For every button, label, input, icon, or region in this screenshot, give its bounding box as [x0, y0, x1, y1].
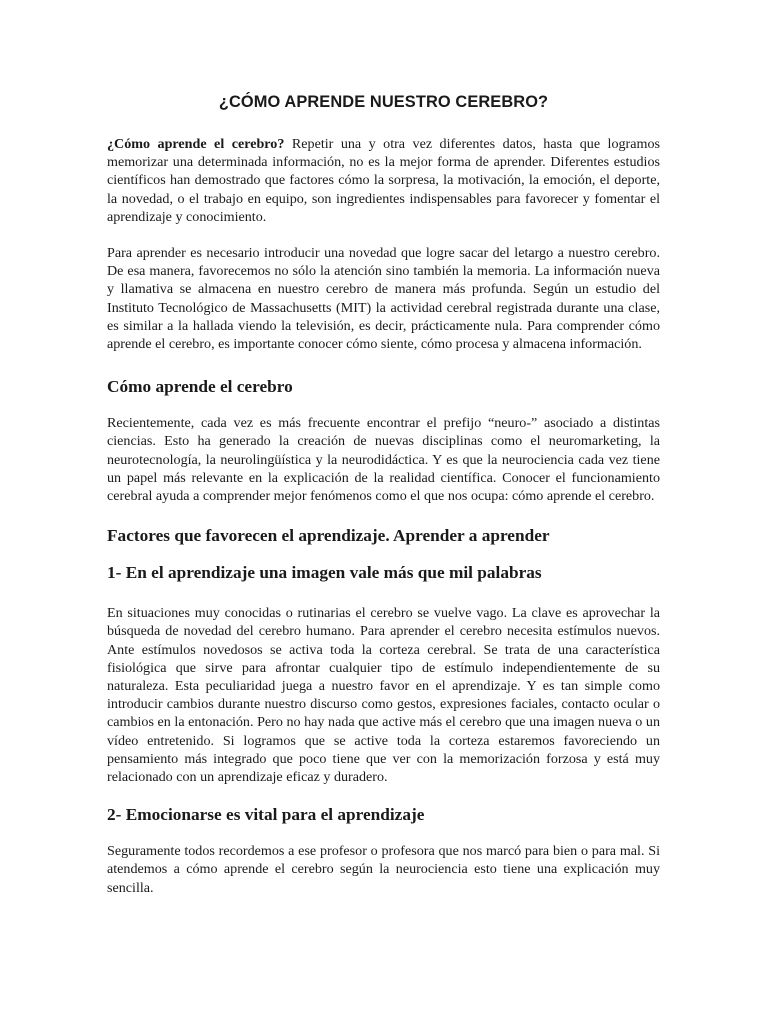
paragraph-emotion: Seguramente todos recordemos a ese profesor o profesora que nos marcó para bien o para mal. Si atendemos a cómo aprende el cerebro según la neurociencia esto tiene una explicación muy sencilla. [107, 843, 660, 896]
section-heading-learning-factors: Factores que favorecen el aprendizaje. Aprender a aprender [107, 526, 550, 546]
intro-text: Repetir una y otra vez diferentes datos, hasta que logramos memorizar una determinada información, no es la mejor forma de aprender. Diferentes estudios científicos han demostrado que factores cómo la sorpresa, la motivación, la emoción, el deporte, la novedad, o el trabajo en equipo, son ingredientes indispensables para favorecer y fomentar el aprendizaje y conocimiento. [107, 136, 660, 225]
intro-lead: ¿Cómo aprende el cerebro? [107, 136, 285, 152]
paragraph-attention: Para aprender es necesario introducir una novedad que logre sacar del letargo a nuestro cerebro. De esa manera, favorecemos no sólo la atención sino también la memoria. La información nueva y llamativa se almacena en nuestro cerebro de manera más profunda. Según un estudio del Instituto Tecnológico de Massachusetts (MIT) la actividad cerebral registrada durante una clase, es similar a la hallada viendo la televisión, es decir, prácticamente nula. Para comprender cómo aprende el cerebro, es importante conocer cómo siente, cómo procesa y almacena información. [107, 245, 660, 353]
document-title: ¿CÓMO APRENDE NUESTRO CEREBRO? [218, 93, 549, 111]
paragraph-neuroscience: Recientemente, cada vez es más frecuente encontrar el prefijo “neuro-” asociado a distintas ciencias. Esto ha generado la creación de nuevas disciplinas como el neuromarketing, la neurotecnología, la neurolingüística y la neurodidáctica. Y es que la neurociencia cada vez tiene un papel más relevante en la explicación de la realidad científica. Conocer el funcionamiento cerebral ayuda a comprender mejor fenómenos como el que nos ocupa: cómo aprende el cerebro. [107, 415, 660, 505]
section-heading-emotion: 2- Emocionarse es vital para el aprendizaje [107, 805, 425, 825]
intro-paragraph [107, 135, 660, 226]
paragraph-novelty: En situaciones muy conocidas o rutinarias el cerebro se vuelve vago. La clave es aprovechar la búsqueda de novedad del cerebro humano. Para aprender el cerebro necesita estímulos nuevos. Ante estímulos novedosos se activa toda la corteza cerebral. Se trata de una característica fisiológica que sirve para afrontar cualquier tipo de estímulo independientemente de su naturaleza. Esta peculiaridad juega a nuestro favor en el aprendizaje. Y es tan simple como introducir cambios durante nuestro discurso como gestos, expresiones faciales, contacto ocular o cambios en la entonación. Pero no hay nada que active más el cerebro que una imagen nueva o un vídeo entretenido. Si logramos que se active toda la corteza estaremos favoreciendo un pensamiento más integrado que poco tiene que ver con la memorización forzosa y está muy relacionado con un aprendizaje eficaz y duradero. [107, 605, 660, 786]
section-heading-image-worth: 1- En el aprendizaje una imagen vale más que mil palabras [107, 563, 542, 583]
section-heading-how-brain-learns: Cómo aprende el cerebro [107, 377, 293, 397]
